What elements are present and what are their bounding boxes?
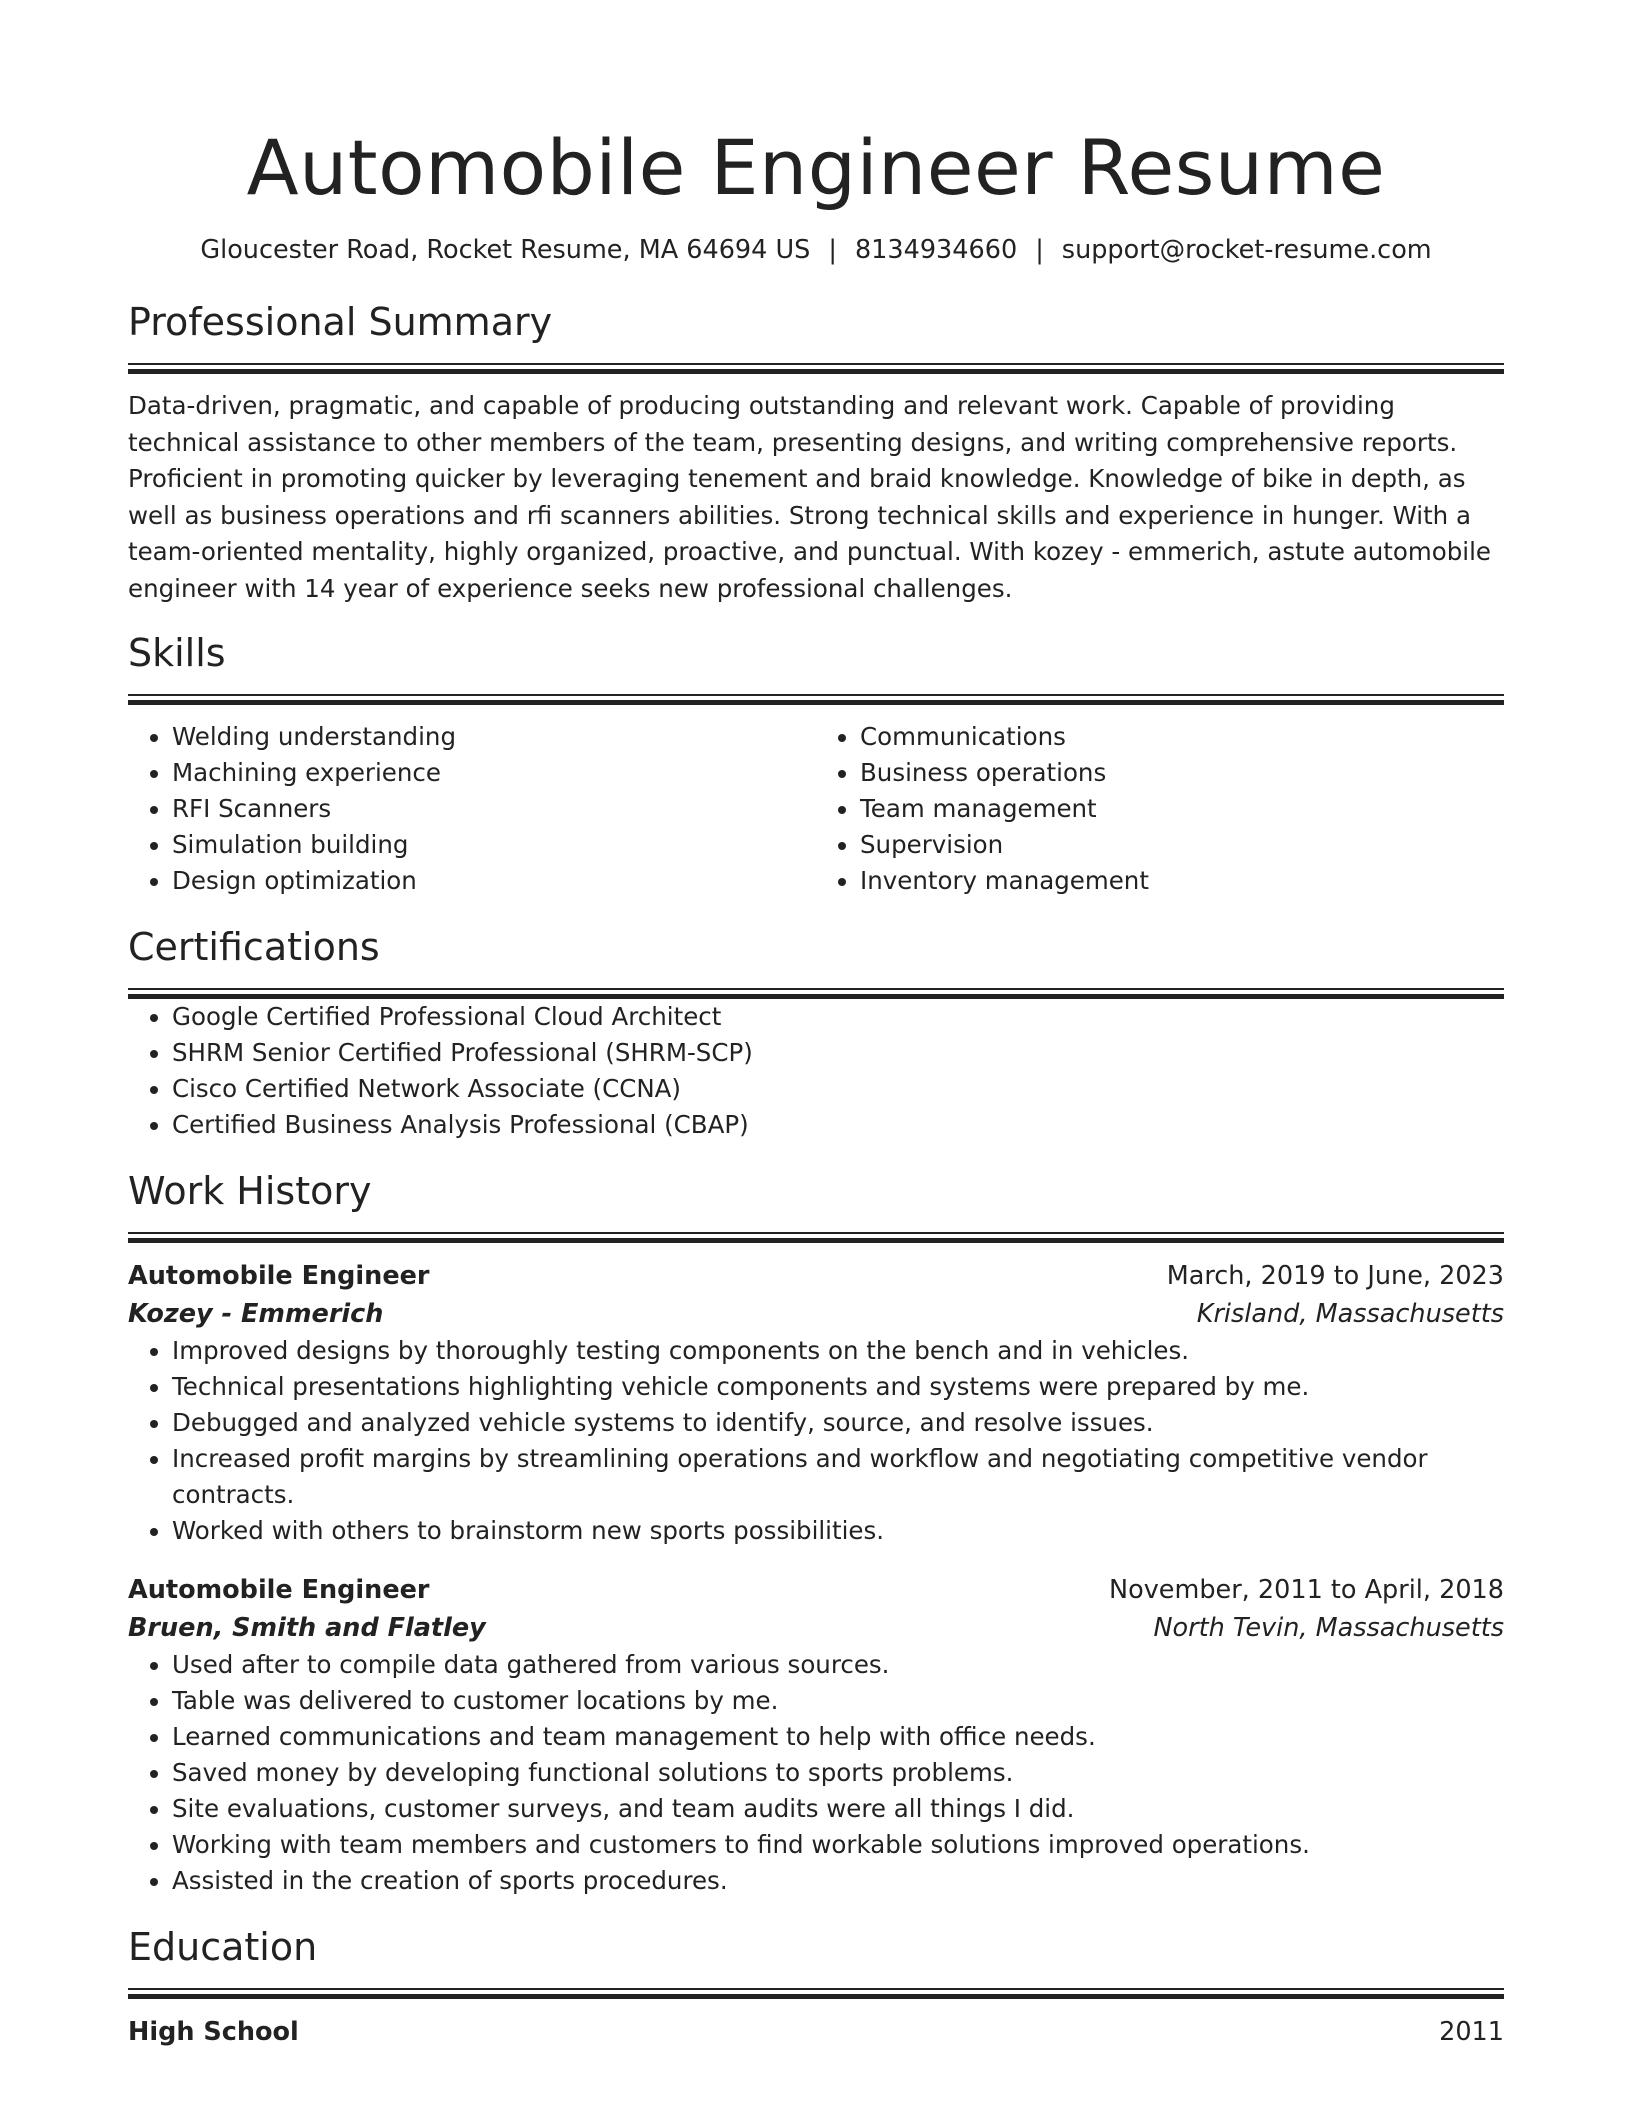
contact-address: Gloucester Road, Rocket Resume, MA 64694 US	[200, 235, 811, 265]
skill-item: • Machining experience	[172, 755, 816, 791]
skill-item: • Business operations	[860, 755, 1504, 791]
resume-title: Automobile Engineer Resume	[246, 123, 1386, 212]
certification-item: • Certified Business Analysis Professional (CBAP)	[172, 1107, 1504, 1143]
skill-item: • Simulation building	[172, 827, 816, 863]
skill-item: • Team management	[860, 791, 1504, 827]
job-subheader-row	[128, 1295, 1504, 1333]
certifications-list	[128, 999, 1504, 1143]
certifications-section-header	[128, 923, 1504, 999]
job-bullets	[128, 1647, 1504, 1899]
certification-item: • SHRM Senior Certified Professional (SHRM-SCP)	[172, 1035, 1504, 1071]
job-bullet: • Site evaluations, customer surveys, and team audits were all things I did.	[172, 1791, 1504, 1827]
job-entry	[128, 1571, 1504, 1899]
job-bullet: • Assisted in the creation of sports procedures.	[172, 1863, 1504, 1899]
work-heading: Work History	[128, 1169, 372, 1213]
job-title: Automobile Engineer	[128, 1575, 430, 1605]
skills-list-right	[816, 719, 1504, 899]
contact-separator: |	[828, 235, 837, 265]
skills-grid	[128, 719, 1504, 899]
contact-phone: 8134934660	[854, 235, 1018, 265]
job-subheader-row	[128, 1609, 1504, 1647]
section-divider	[128, 1232, 1504, 1243]
certifications-heading: Certifications	[128, 925, 380, 969]
skills-heading: Skills	[128, 631, 226, 675]
job-bullet: • Working with team members and customers to find workable solutions improved operations.	[172, 1827, 1504, 1863]
education-degree: High School	[128, 2017, 299, 2047]
skills-section-header	[128, 629, 1504, 705]
job-bullet: • Learned communications and team management to help with office needs.	[172, 1719, 1504, 1755]
summary-section-header	[128, 298, 1504, 374]
skill-item: • Welding understanding	[172, 719, 816, 755]
job-company: Kozey - Emmerich	[128, 1299, 384, 1329]
skill-item: • RFI Scanners	[172, 791, 816, 827]
skill-item: • Communications	[860, 719, 1504, 755]
job-bullet: • Table was delivered to customer locations by me.	[172, 1683, 1504, 1719]
contact-line	[128, 232, 1504, 268]
job-entry	[128, 1257, 1504, 1549]
skill-item: • Inventory management	[860, 863, 1504, 899]
job-bullet: • Improved designs by thoroughly testing components on the bench and in vehicles.	[172, 1333, 1504, 1369]
skill-item: • Design optimization	[172, 863, 816, 899]
work-section-header	[128, 1167, 1504, 1243]
contact-separator: |	[1035, 235, 1044, 265]
skills-list-left	[128, 719, 816, 899]
job-location: Krisland, Massachusetts	[1196, 1299, 1504, 1329]
job-header-row	[128, 1571, 1504, 1609]
section-divider	[128, 1988, 1504, 1999]
certification-item: • Cisco Certified Network Associate (CCNA)	[172, 1071, 1504, 1107]
job-dates: March, 2019 to June, 2023	[1166, 1261, 1504, 1291]
education-heading: Education	[128, 1925, 318, 1969]
skill-item: • Supervision	[860, 827, 1504, 863]
job-bullet: • Saved money by developing functional solutions to sports problems.	[172, 1755, 1504, 1791]
job-title: Automobile Engineer	[128, 1261, 430, 1291]
job-dates: November, 2011 to April, 2018	[1109, 1575, 1504, 1605]
education-entry	[128, 2013, 1504, 2051]
certification-item: • Google Certified Professional Cloud Architect	[172, 999, 1504, 1035]
contact-email: support@rocket-resume.com	[1061, 235, 1432, 265]
summary-text: Data-driven, pragmatic, and capable of producing outstanding and relevant work. Capable of providing technical assistance to other members of the team, presenting designs, and writing comprehensive reports. Proficient in promoting quicker by leveraging tenement and braid knowledge. Knowledge of bike in depth, as well as business operations and rfi scanners abilities. Strong technical skills and experience in hunger. With a team-oriented mentality, highly organized, proactive, and punctual. With kozey - emmerich, astute automobile engineer with 14 year of experience seeks new professional challenges.	[128, 391, 1491, 603]
section-divider	[128, 363, 1504, 374]
job-bullet: • Debugged and analyzed vehicle systems to identify, source, and resolve issues.	[172, 1405, 1504, 1441]
job-bullet: • Worked with others to brainstorm new sports possibilities.	[172, 1513, 1504, 1549]
section-divider	[128, 694, 1504, 705]
section-divider	[128, 988, 1504, 999]
job-bullet: • Technical presentations highlighting vehicle components and systems were prepared by me.	[172, 1369, 1504, 1405]
education-section-header	[128, 1923, 1504, 1999]
job-bullet: • Used after to compile data gathered from various sources.	[172, 1647, 1504, 1683]
job-company: Bruen, Smith and Flatley	[128, 1613, 486, 1643]
education-year: 2011	[1439, 2017, 1504, 2047]
job-bullets	[128, 1333, 1504, 1549]
job-bullet: • Increased profit margins by streamlining operations and workflow and negotiating competitive vendor contracts.	[172, 1441, 1504, 1513]
job-location: North Tevin, Massachusetts	[1153, 1613, 1504, 1643]
job-header-row	[128, 1257, 1504, 1295]
summary-heading: Professional Summary	[128, 300, 553, 344]
